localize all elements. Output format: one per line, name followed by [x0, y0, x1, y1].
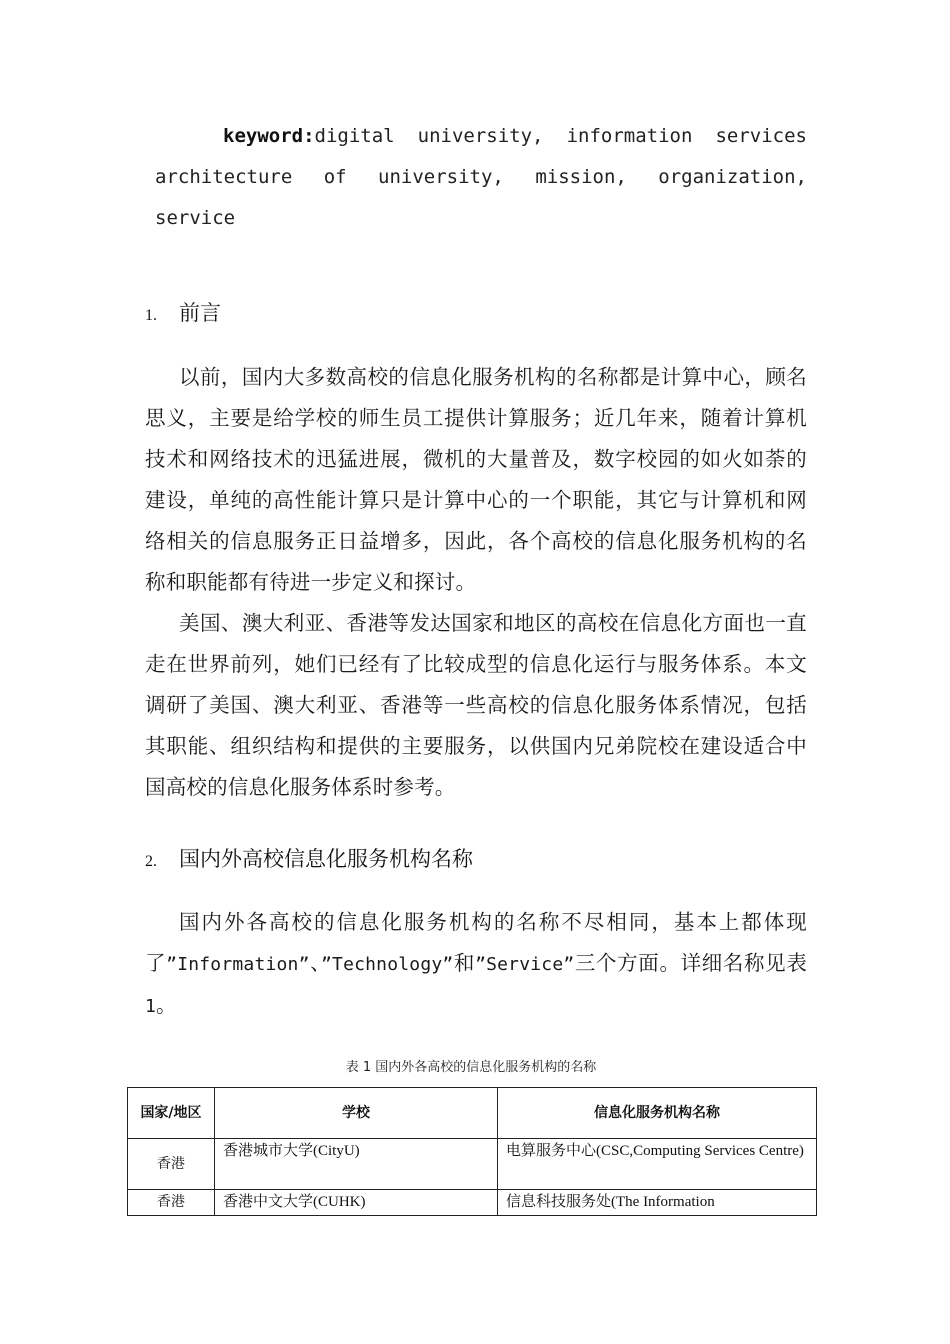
section-number: 2.: [145, 853, 157, 870]
header-school: 学校: [215, 1088, 498, 1139]
term-technology: ”Technology”: [321, 954, 454, 975]
cell-school: 香港城市大学(CityU): [215, 1139, 498, 1190]
term-service: ”Service”: [475, 954, 575, 975]
section-title: 国内外高校信息化服务机构名称: [179, 847, 473, 871]
section-heading-intro: [145, 297, 825, 327]
text-run: 。: [156, 993, 177, 1017]
org-names-table: [127, 1087, 817, 1216]
term-information: ”Information”: [166, 954, 310, 975]
cell-org-name: 信息科技服务处(The Information: [498, 1190, 817, 1216]
section-body-intro: [145, 357, 807, 808]
keywords-label: keyword:: [223, 125, 315, 147]
body-paragraph: 以前，国内大多数高校的信息化服务机构的名称都是计算中心，顾名思义，主要是给学校的师生员工提供计算服务；近几年来，随着计算机技术和网络技术的迅猛进展，微机的大量普及，数字校园的如火如荼的建设，单纯的高性能计算只是计算中心的一个职能，其它与计算机和网络相关的信息服务正日益增多，因此，各个高校的信息化服务机构的名称和职能都有待进一步定义和探讨。: [145, 365, 807, 594]
text-run: 和: [453, 951, 476, 975]
body-paragraph: [145, 902, 807, 1027]
section-number: 1.: [145, 307, 157, 324]
header-org-name: 信息化服务机构名称: [498, 1088, 817, 1139]
body-paragraph: 美国、澳大利亚、香港等发达国家和地区的高校在信息化方面也一直走在世界前列，她们已经有了比较成型的信息化运行与服务体系。本文调研了美国、澳大利亚、香港等一些高校的信息化服务体系情况，包括其职能、组织结构和提供的主要服务，以供国内兄弟院校在建设适合中国高校的信息化服务体系时参考。: [145, 611, 807, 799]
header-region: 国家/地区: [128, 1088, 215, 1139]
keywords-text: digital university, information services architecture of university, mission, organization, service: [155, 125, 807, 229]
text-run: 三个方面。详细名称见表: [574, 951, 808, 975]
section-heading-names: [145, 843, 825, 873]
section-body-names: [145, 902, 807, 1027]
table-reference: 1: [145, 996, 157, 1017]
table-caption: 表 1 国内外各高校的信息化服务机构的名称: [345, 1060, 597, 1075]
table-row: [128, 1139, 817, 1190]
cell-org-name: 电算服务中心(CSC,Computing Services Centre): [498, 1139, 817, 1190]
cell-school: 香港中文大学(CUHK): [215, 1190, 498, 1216]
cell-region: 香港: [128, 1139, 215, 1190]
section-title: 前言: [179, 301, 221, 325]
cell-region: 香港: [128, 1190, 215, 1216]
table-row: [128, 1190, 817, 1216]
keywords-paragraph: [155, 116, 807, 239]
text-run: 、: [309, 951, 321, 975]
table-header-row: [128, 1088, 817, 1139]
text-run: 国内外各高校的信息化服务机构的名称不尽相同，基本上都体现了: [145, 910, 807, 975]
